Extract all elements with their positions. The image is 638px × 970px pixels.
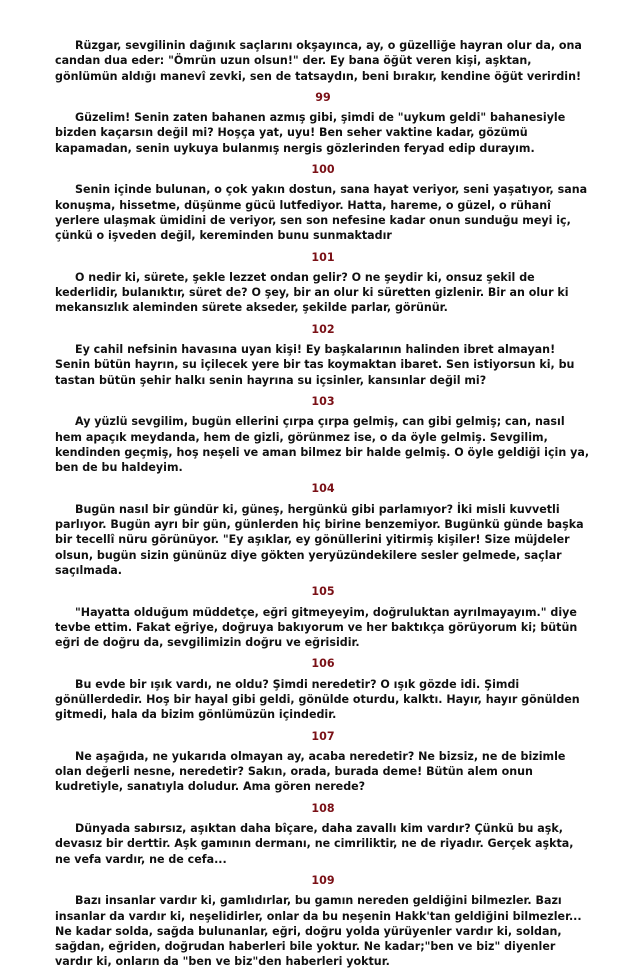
paragraph-102: Ey cahil nefsinin havasına uyan kişi! Ey başkalarının halinden ibret almayan! Senin bütün hayrın, su içilecek yere bir tas koymaktan ibaret. Sen istiyorsun ki, bu tastan bütün şehir halkı senin hayrına su içsinler, kansınlar değil mi? <box>55 343 575 387</box>
verse-number-102: 102 <box>311 322 335 336</box>
paragraph-107: Ne aşağıda, ne yukarıda olmayan ay, acaba neredetir? Ne bizsiz, ne de bizimle olan değerli nesne, neredetir? Sakın, orada, burada deme! Bütün alem onun kudretiyle, sanatıyla doludur. Ama gören nerede? <box>55 749 566 794</box>
paragraph-101: O nedir ki, sürete, şekle lezzet ondan gelir? O ne şeydir ki, onsuz şekil de kederlidir, bulanıktır, süret de? O şey, bir an olur ki süretten gizlenir. Bir an olur ki mekansızlık aleminden sürete akseder, şekilde parlar, görünür. <box>55 270 569 315</box>
verse-number-99: 99 <box>315 90 331 104</box>
paragraph-99: Güzelim! Senin zaten bahanen azmış gibi, şimdi de "uykum geldi" bahanesiyle bizden kaçarsın değil mi? Hoşça yat, uyu! Ben seher vaktine kadar, gözümü kapamadan, senin uykuya bulanmış nergis gözlerinden feryad edip durayım. <box>55 111 566 155</box>
verse-number-108: 108 <box>311 801 335 815</box>
verse-number-100: 100 <box>311 163 335 177</box>
paragraph-106: Bu evde bir ışık vardı, ne oldu? Şimdi neredetir? O ışık gözde idi. Şimdi gönüllerdedir. Hoş bir hayal gibi geldi, gönülde oturdu, kalktı. Hayır, hayır gönülden gitmedi, hala da bizim gönlümüzün içindedir. <box>55 677 580 722</box>
verse-number-106: 106 <box>311 657 335 671</box>
verse-number-103: 103 <box>311 394 335 408</box>
verse-number-109: 109 <box>311 873 335 887</box>
paragraph-108: Dünyada sabırsız, aşıktan daha bîçare, daha zavallı kim vardır? Çünkü bu aşk, devasız bir derttir. Aşk gamının dermanı, ne cimriliktir, ne de riyadır. Gerçek aşkta, ne vefa vardır, ne de cefa... <box>55 822 574 866</box>
verse-number-105: 105 <box>311 585 335 599</box>
paragraph-109: Bazı insanlar vardır ki, gamlıdırlar, bu gamın nereden geldiğini bilmezler. Bazı insanlar da vardır ki, neşelidirler, onlar da bu neşenin Hakk'tan geldiğini bilmezler... Ne kadar solda, sağda bulunanlar, eğri, doğru yolda yürüyenler vardır ki, soldan, sağdan, eğriden, doğrudan haberleri bile yoktur. Ne kadar;"ben ve biz" diyenler vardır ki, onların da "ben ve biz"den haberleri yoktur. <box>55 894 582 969</box>
verse-number-101: 101 <box>311 250 335 264</box>
paragraph-103: Ay yüzlü sevgilim, bugün ellerini çırpa çırpa gelmiş, can gibi gelmiş; can, nasıl hem apaçık meydanda, hem de gizli, görünmez ise, o da öyle gelmiş. Sevgilim, kendinden geçmiş, hoş neşeli ve aman bilmez bir halde gelmiş. O öyle geldiği için ya, ben de bu haldeyim. <box>55 415 590 475</box>
paragraph-98: Rüzgar, sevgilinin dağınık saçlarını okşayınca, ay, o güzelliğe hayran olur da, ona candan dua eder: "Ömrün uzun olsun!" der. Ey bana öğüt veren kişi, aşktan, gönlümün aldığı manevî zevki, sen de tatsaydın, beni bırakır, kendine öğüt verirdin! <box>55 39 582 83</box>
paragraph-100: Senin içinde bulunan, o çok yakın dostun, sana hayat veriyor, seni yaşatıyor, sana konuşma, hissetme, düşünme gücü lutfediyor. Hatta, hareme, o güzel, o rühanî yerlere ulaşmak ümidini de veriyor, sen son nefesine kadar onun sunduğu meyi iç, çünkü o işveden değil, kereminden bunu sunmaktadır <box>55 183 588 243</box>
verse-number-104: 104 <box>311 482 335 496</box>
paragraph-105: "Hayatta olduğum müddetçe, eğri gitmeyeyim, doğruluktan ayrılmayayım." diye tevbe ettim. Fakat eğriye, doğruya bakıyorum ve her baktıkça görüyorum ki; bütün eğri de doğru da, sevgilimizin doğru ve eğrisidir. <box>55 605 578 650</box>
verse-number-107: 107 <box>311 729 335 743</box>
paragraph-104: Bugün nasıl bir gündür ki, güneş, hergünkü gibi parlamıyor? İki misli kuvvetli parlıyor. Bugün ayrı bir gün, günlerden hiç birine benzemiyor. Bugünkü günde başka bir tecellî nüru görünüyor. "Ey aşıklar, ey gönüllerini yitirmiş kişiler! Size müjdeler olsun, bugün sizin gününüz diye gökten yeryüzündekilere sesler gelmede, saçlar saçılmada. <box>55 502 584 577</box>
